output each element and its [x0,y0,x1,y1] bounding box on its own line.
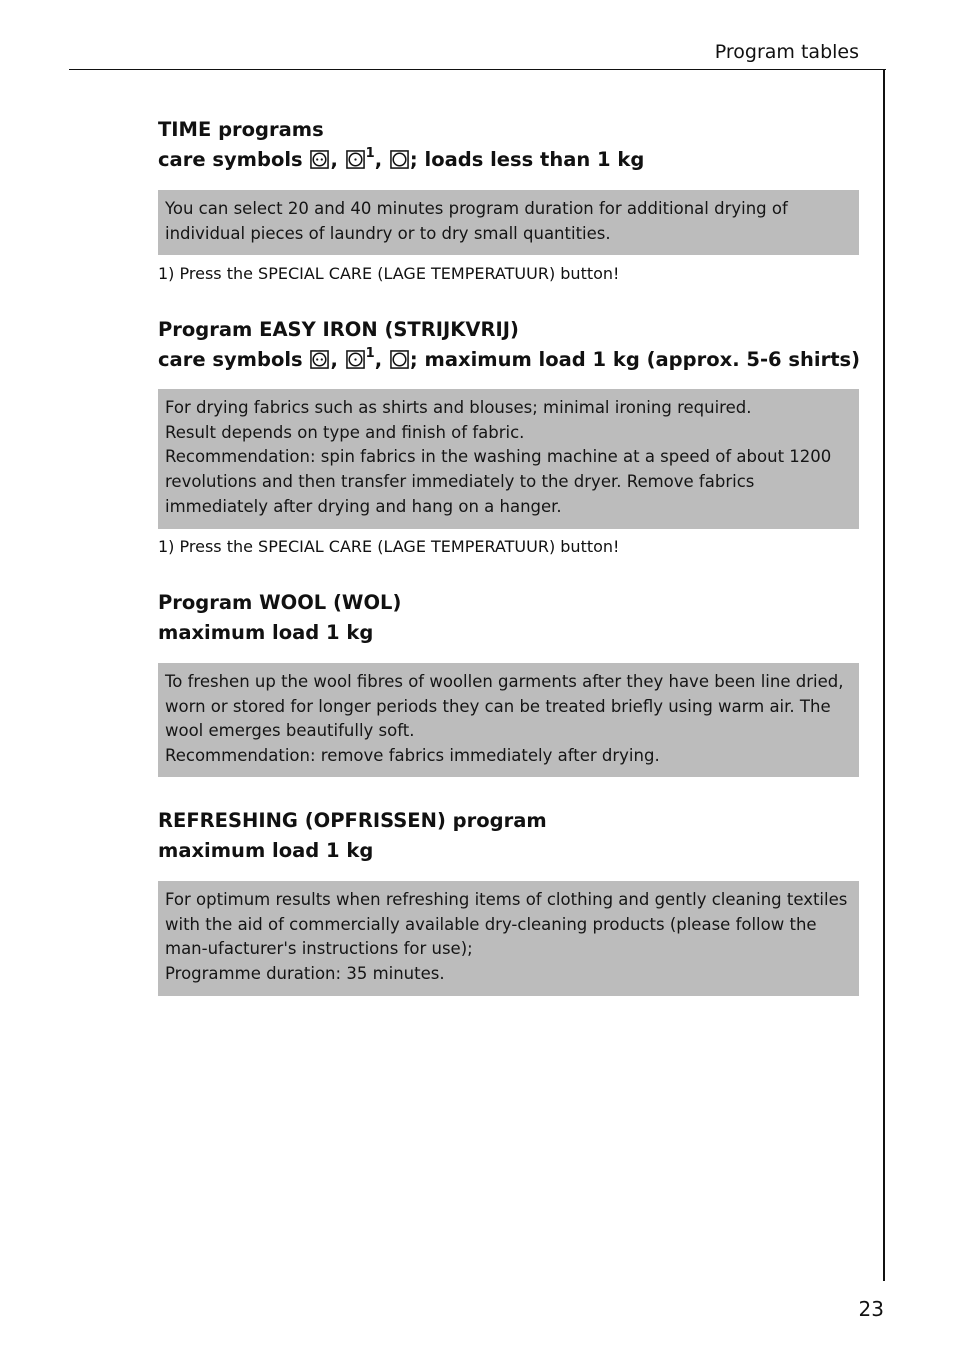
tumble-dry-icon [390,150,409,169]
info-box-easy-iron [158,389,859,529]
section-title: Program WOOL (WOL) [158,591,402,614]
info-paragraph: For drying fabrics such as shirts and blouses; minimal ironing required. [165,398,752,417]
tumble-dry-one-dot-icon [346,150,365,169]
info-paragraph: To freshen up the wool fibres of woollen garments after they have been line dried, worn or stored for longer periods they can be treated briefly using warm air. The wool emerges beautifully soft. [165,672,844,741]
section-heading-refreshing [158,806,858,866]
tumble-dry-one-dot-icon [346,350,365,369]
section-heading-time [158,115,858,175]
section-subtitle: care symbols , $^1$, ; loads less than 1 kg [158,145,645,171]
footnote: 1) Press the SPECIAL CARE (LAGE TEMPERATUUR) button! [158,264,620,283]
page-number: 23 [858,1297,884,1321]
info-box-refreshing [158,881,859,996]
section-title: TIME programs [158,118,324,141]
section-subtitle: maximum load 1 kg [158,621,374,644]
section-heading-wool [158,588,858,648]
tumble-dry-two-dots-icon [310,150,329,169]
footnote-ref: 1 [365,345,375,361]
tumble-dry-two-dots-icon [310,350,329,369]
section-subtitle: maximum load 1 kg [158,839,374,862]
header-rule [69,69,886,70]
footnote-ref: 1 [365,145,375,161]
info-paragraph: Recommendation: spin fabrics in the washing machine at a speed of about 1200 revolutions and then transfer immediately to the dryer. Remove fabrics immediately after drying and hang on a hanger. [165,447,832,516]
running-header: Program tables [714,41,859,63]
section-title: REFRESHING (OPFRISSEN) program [158,809,547,832]
info-box-wool [158,663,859,777]
footnote: 1) Press the SPECIAL CARE (LAGE TEMPERATUUR) button! [158,537,620,556]
section-title: Program EASY IRON (STRIJKVRIJ) [158,318,519,341]
info-paragraph: Result depends on type and finish of fabric. [165,422,525,442]
info-box-time [158,190,859,255]
section-subtitle: care symbols , $^1$, ; maximum load 1 kg (approx. 5-6 shirts) [158,345,861,371]
info-paragraph: For optimum results when refreshing items of clothing and gently cleaning textiles with the aid of commercially available dry-cleaning products (please follow the man-ufacturer's instructions for use); [165,890,848,959]
info-paragraph: Recommendation: remove fabrics immediately after drying. [165,746,660,766]
info-paragraph: Programme duration: 35 minutes. [165,964,445,984]
section-heading-easy-iron [158,315,861,375]
side-rule [883,69,885,1281]
tumble-dry-icon [390,350,409,369]
info-paragraph: You can select 20 and 40 minutes program duration for additional drying of individual pieces of laundry or to dry small quantities. [165,199,788,243]
